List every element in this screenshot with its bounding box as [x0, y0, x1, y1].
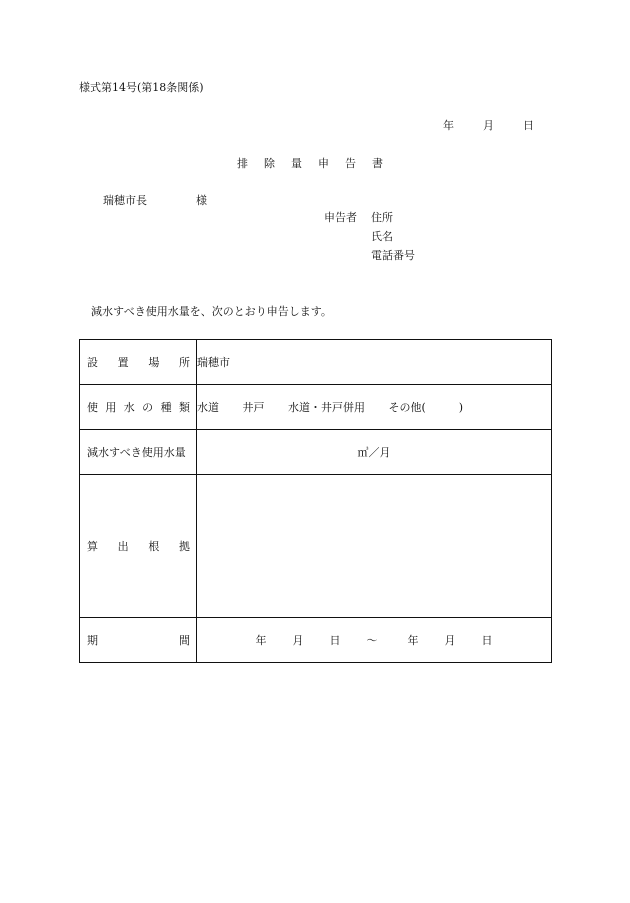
name-label: 氏名 [371, 230, 393, 243]
calculation-basis-label [80, 475, 197, 618]
label-char: 類 [178, 401, 190, 414]
label-char: 期 [87, 634, 98, 647]
period-part: 日 [329, 634, 341, 647]
location-label [80, 340, 197, 385]
label-char: 使 [87, 401, 98, 414]
period-part: ～ [366, 634, 378, 647]
water-type-option[interactable]: その他( ) [388, 401, 464, 414]
date-year: 年 [443, 119, 454, 132]
label-char: 用 [105, 401, 117, 414]
date-line [443, 119, 534, 133]
period-label [80, 618, 197, 663]
table-row-period [80, 618, 552, 663]
title-char: 量 [291, 157, 302, 170]
label-char: 種 [160, 401, 172, 414]
table-row-water-type [80, 385, 552, 430]
addressee-name: 瑞穂市長 [103, 194, 147, 207]
location-field[interactable]: 瑞穂市 [197, 340, 552, 385]
label-char: 設 [87, 356, 98, 369]
addressee-honorific: 様 [196, 194, 207, 207]
address-label: 住所 [371, 211, 393, 224]
water-type-label [80, 385, 197, 430]
volume-unit: ㎥／月 [357, 446, 391, 459]
intro-text: 減水すべき使用水量を、次のとおり申告します。 [91, 305, 332, 318]
document-title [237, 157, 383, 171]
period-part: 月 [444, 634, 456, 647]
title-char: 申 [318, 157, 329, 170]
label-char: 水 [123, 401, 135, 414]
label-char: 算 [87, 540, 98, 553]
declarant-label: 申告者 [324, 211, 357, 224]
reduction-volume-label [80, 430, 197, 475]
label-text: 減水すべき使用水量 [87, 446, 186, 459]
label-char: 置 [117, 356, 129, 369]
label-char: の [142, 401, 154, 414]
table-row-calculation-basis [80, 475, 552, 618]
title-char: 告 [345, 157, 356, 170]
phone-label: 電話番号 [371, 249, 415, 262]
label-char: 拠 [178, 540, 190, 553]
period-field[interactable] [197, 618, 552, 663]
label-char: 所 [178, 356, 190, 369]
table-row-location [80, 340, 552, 385]
period-part: 月 [292, 634, 304, 647]
form-number: 様式第14号(第18条関係) [79, 81, 204, 94]
water-type-option[interactable]: 井戸 [242, 401, 265, 414]
label-char: 出 [117, 540, 129, 553]
label-char: 根 [148, 540, 160, 553]
calculation-basis-field[interactable] [197, 475, 552, 618]
water-type-field[interactable] [197, 385, 552, 430]
period-part: 年 [407, 634, 419, 647]
title-char: 除 [264, 157, 275, 170]
label-char: 間 [179, 634, 190, 647]
label-char: 場 [148, 356, 160, 369]
declaration-table [79, 339, 552, 663]
table-row-reduction-volume [80, 430, 552, 475]
reduction-volume-field[interactable] [197, 430, 552, 475]
title-char: 書 [372, 157, 383, 170]
period-part: 日 [481, 634, 493, 647]
date-day: 日 [523, 119, 534, 132]
period-part: 年 [255, 634, 267, 647]
date-month: 月 [483, 119, 494, 132]
title-char: 排 [237, 157, 248, 170]
water-type-option[interactable]: 水道 [197, 401, 219, 414]
water-type-option[interactable]: 水道・井戸併用 [288, 401, 365, 414]
